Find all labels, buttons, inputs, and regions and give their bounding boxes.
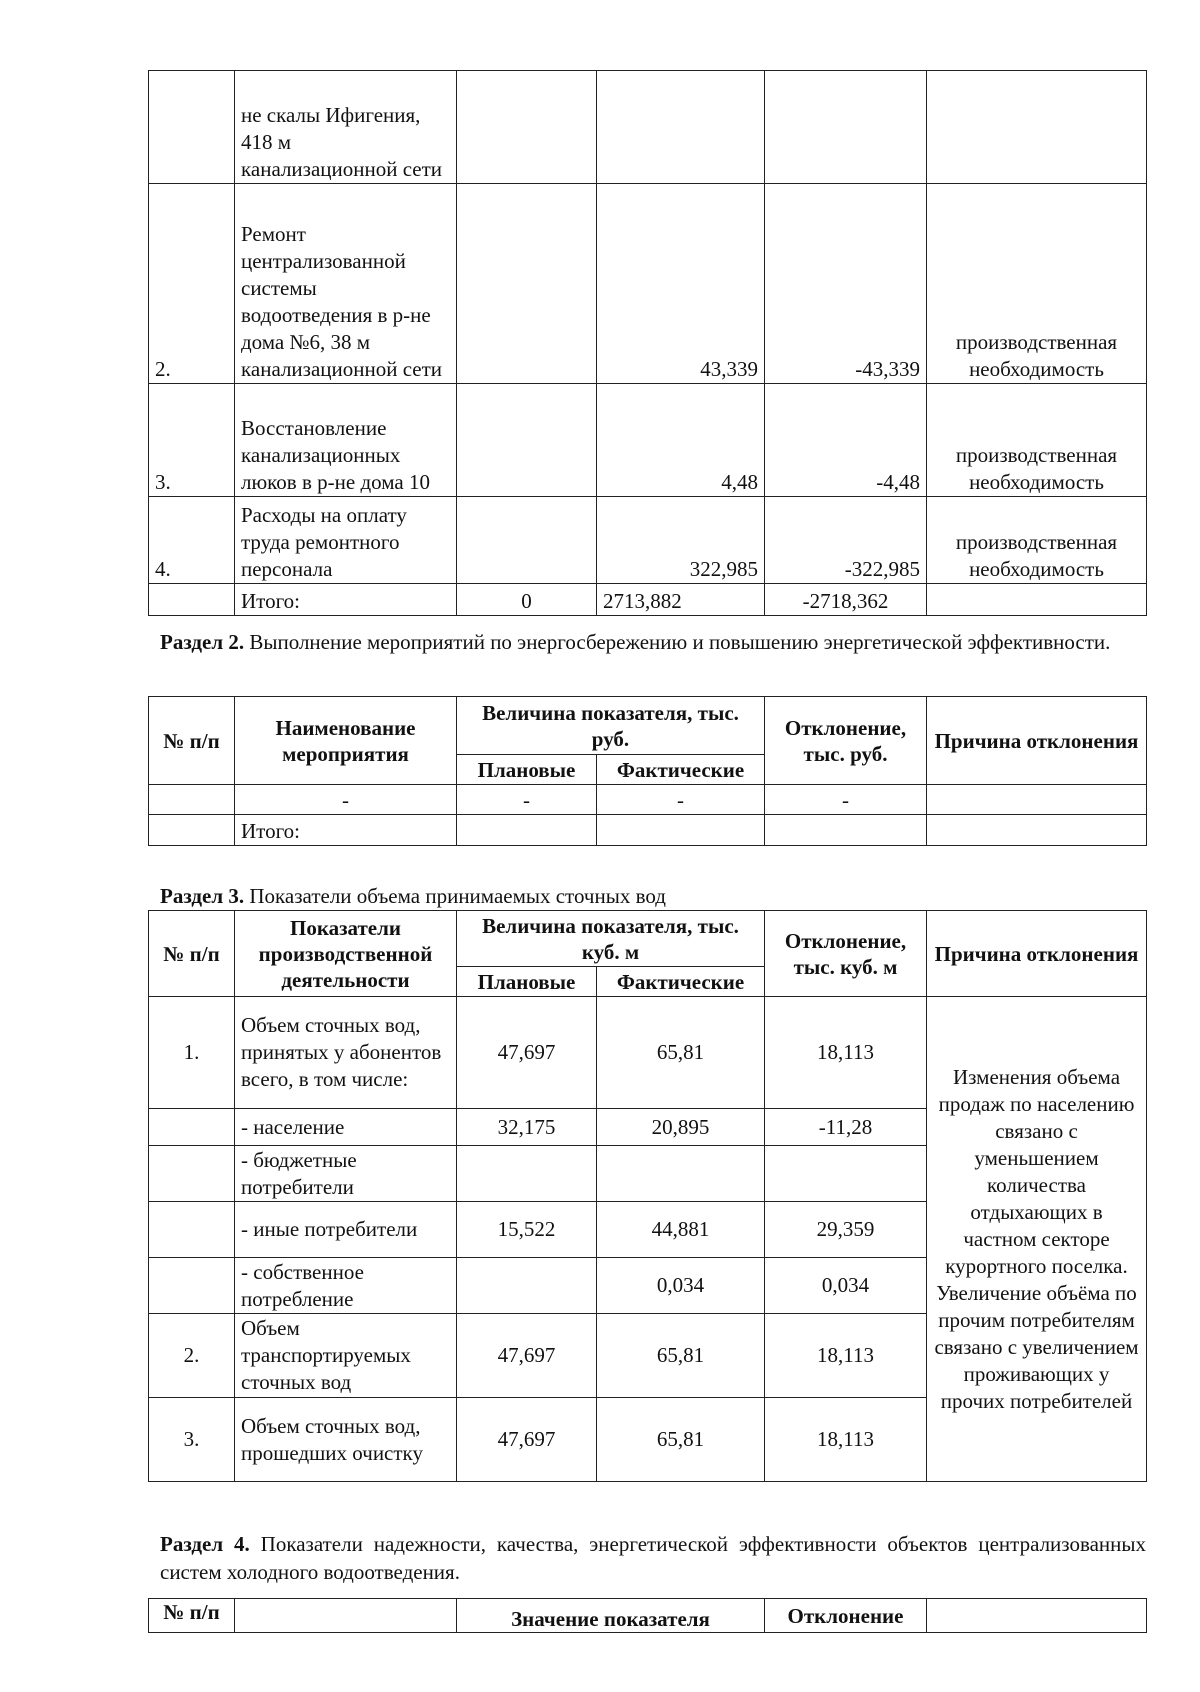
section2-label: Раздел 2. [160, 630, 245, 654]
row-fact: 65,81 [597, 1314, 765, 1398]
row-name: Ремонт централизованной системы водоотведения в р-не дома №6, 38 м канализационной сети [235, 184, 457, 384]
row-fact: 2713,882 [597, 584, 765, 616]
table-row [149, 384, 1147, 497]
header-number: № п/п [149, 697, 235, 785]
row-deviation [765, 1146, 927, 1202]
header-row [149, 697, 1147, 755]
row-plan: 32,175 [457, 1109, 597, 1146]
row-plan: 47,697 [457, 1314, 597, 1398]
row-number [149, 71, 235, 184]
row-deviation: 0,034 [765, 1258, 927, 1314]
row-reason: производственная необходимость [927, 497, 1147, 584]
row-fact: 0,034 [597, 1258, 765, 1314]
row-fact: 65,81 [597, 1398, 765, 1482]
row-number: 2. [149, 1314, 235, 1398]
row-plan [457, 1146, 597, 1202]
row-plan: 47,697 [457, 997, 597, 1109]
section3-heading [160, 882, 1146, 910]
row-name: Восстановление канализационных люков в р-не дома 10 [235, 384, 457, 497]
row-reason [927, 785, 1147, 815]
row-fact: 44,881 [597, 1202, 765, 1258]
row-number: 2. [149, 184, 235, 384]
section3-label: Раздел 3. [160, 884, 245, 908]
row-name: - иные потребители [235, 1202, 457, 1258]
row-number [149, 815, 235, 846]
section4-label: Раздел 4. [160, 1532, 250, 1556]
section4-heading [160, 1530, 1146, 1586]
header-reason: Причина отклонения [927, 911, 1147, 997]
header-number: № п/п [149, 911, 235, 997]
header-name: Наименование мероприятия [235, 697, 457, 785]
table-row [149, 785, 1147, 815]
table-section4 [148, 1598, 1147, 1633]
row-fact [597, 1146, 765, 1202]
row-deviation: -11,28 [765, 1109, 927, 1146]
row-fact: - [597, 785, 765, 815]
header-reason: Причина отклонения [927, 697, 1147, 785]
header-plan: Плановые [457, 755, 597, 785]
row-number: 3. [149, 384, 235, 497]
row-fact: 65,81 [597, 997, 765, 1109]
row-deviation [765, 815, 927, 846]
row-reason [927, 584, 1147, 616]
table-section1-continuation [148, 70, 1147, 616]
row-fact: 43,339 [597, 184, 765, 384]
row-name: Итого: [235, 815, 457, 846]
row-name: не скалы Ифигения, 418 м канализационной сети [235, 71, 457, 184]
row-name: Расходы на оплату труда ремонтного персонала [235, 497, 457, 584]
row-plan [457, 815, 597, 846]
header-value: Значение показателя [457, 1599, 765, 1633]
row-name: Итого: [235, 584, 457, 616]
table-section3 [148, 910, 1147, 1482]
row-name: - население [235, 1109, 457, 1146]
row-reason: производственная необходимость [927, 184, 1147, 384]
header-number: № п/п [149, 1599, 235, 1633]
table-row [149, 71, 1147, 184]
reason-text: Изменения объема продаж по населению связано с уменьшением количества отдыхающих в частном секторе курортного поселка. Увеличение объёма по прочим потребителям связано с увеличением проживающих у прочих потребителей [927, 997, 1147, 1482]
section2-heading [160, 628, 1146, 656]
row-deviation: 18,113 [765, 997, 927, 1109]
row-number [149, 1109, 235, 1146]
row-plan: 47,697 [457, 1398, 597, 1482]
row-number [149, 584, 235, 616]
row-deviation: -4,48 [765, 384, 927, 497]
section4-text: Показатели надежности, качества, энергетической эффективности объектов централизованных систем холодного водоотведения. [160, 1532, 1147, 1584]
header-row [149, 911, 1147, 967]
header-fact: Фактические [597, 755, 765, 785]
header-value: Величина показателя, тыс. руб. [457, 697, 765, 755]
row-name: - [235, 785, 457, 815]
table-row-total [149, 584, 1147, 616]
row-plan: 15,522 [457, 1202, 597, 1258]
row-plan [457, 384, 597, 497]
row-number [149, 1146, 235, 1202]
table-row-total [149, 815, 1147, 846]
header-value: Величина показателя, тыс. куб. м [457, 911, 765, 967]
header-row [149, 1599, 1147, 1633]
row-deviation: -322,985 [765, 497, 927, 584]
row-reason [927, 71, 1147, 184]
row-number [149, 1202, 235, 1258]
row-name: - собственное потребление [235, 1258, 457, 1314]
row-number: 4. [149, 497, 235, 584]
header-fact: Фактические [597, 967, 765, 997]
header-deviation: Отклонение, тыс. куб. м [765, 911, 927, 997]
row-reason: производственная необходимость [927, 384, 1147, 497]
row-deviation: 29,359 [765, 1202, 927, 1258]
table-row [149, 997, 1147, 1109]
row-reason [927, 815, 1147, 846]
header-name: Показатели производственной деятельности [235, 911, 457, 997]
row-plan [457, 71, 597, 184]
row-name: Объем сточных вод, принятых у абонентов всего, в том числе: [235, 997, 457, 1109]
table-row [149, 497, 1147, 584]
row-plan: 0 [457, 584, 597, 616]
row-deviation: - [765, 785, 927, 815]
row-number: 1. [149, 997, 235, 1109]
header-reason [927, 1599, 1147, 1633]
header-name [235, 1599, 457, 1633]
row-deviation: 18,113 [765, 1398, 927, 1482]
row-plan [457, 184, 597, 384]
row-plan [457, 497, 597, 584]
header-plan: Плановые [457, 967, 597, 997]
row-plan: - [457, 785, 597, 815]
row-name: Объем сточных вод, прошедших очистку [235, 1398, 457, 1482]
row-number [149, 1258, 235, 1314]
section3-text: Показатели объема принимаемых сточных вод [249, 884, 666, 908]
row-fact [597, 815, 765, 846]
row-deviation [765, 71, 927, 184]
row-plan [457, 1258, 597, 1314]
row-fact: 20,895 [597, 1109, 765, 1146]
table-row [149, 184, 1147, 384]
table-section2 [148, 696, 1147, 846]
row-name: Объем транспортируемых сточных вод [235, 1314, 457, 1398]
header-deviation: Отклонение [765, 1599, 927, 1633]
row-number [149, 785, 235, 815]
row-deviation: -2718,362 [765, 584, 927, 616]
row-number: 3. [149, 1398, 235, 1482]
header-deviation: Отклонение, тыс. руб. [765, 697, 927, 785]
section2-text: Выполнение мероприятий по энергосбережению и повышению энергетической эффективности. [249, 630, 1111, 654]
row-fact [597, 71, 765, 184]
row-deviation: 18,113 [765, 1314, 927, 1398]
row-deviation: -43,339 [765, 184, 927, 384]
row-name: - бюджетные потребители [235, 1146, 457, 1202]
row-fact: 322,985 [597, 497, 765, 584]
row-fact: 4,48 [597, 384, 765, 497]
